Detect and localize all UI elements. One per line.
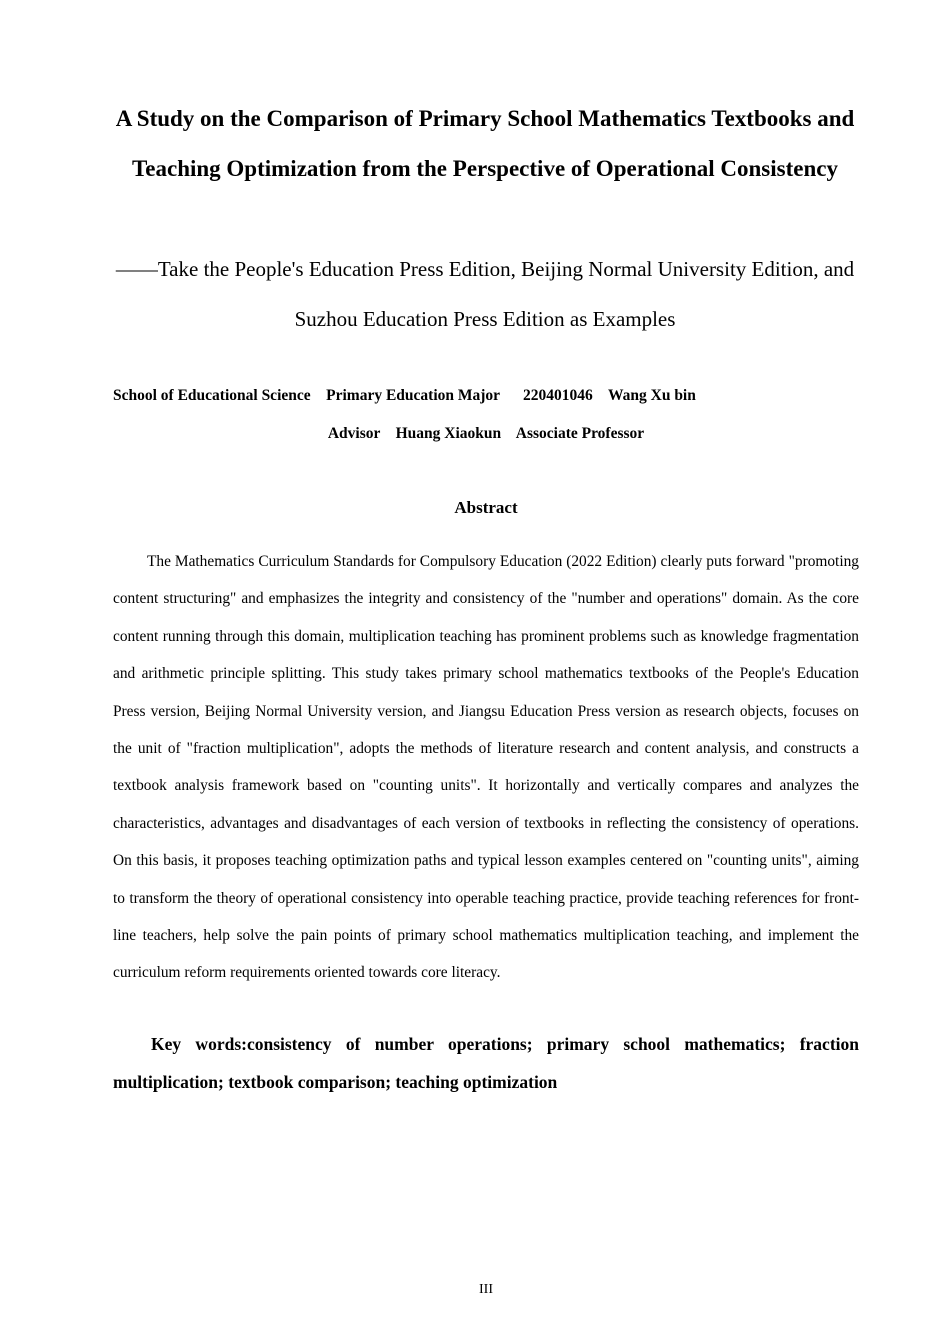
abstract-body: The Mathematics Curriculum Standards for Compulsory Education (2022 Edition) clearly puts forward "promoting content structuring" and emphasizes the integrity and consistency of the "number and operations" domain. As the core content running through this domain, multiplication teaching has prominent problems such as knowledge fragmentation and arithmetic principle splitting. This study takes primary school mathematics textbooks of the People's Education Press version, Beijing Normal University version, and Jiangsu Education Press version as research objects, focuses on the unit of "fraction multiplication", adopts the methods of literature research and content analysis, and constructs a textbook analysis framework based on "counting units". It horizontally and vertically compares and analyzes the characteristics, advantages and disadvantages of each version of textbooks in reflecting the consistency of operations. On this basis, it proposes teaching optimization paths and typical lesson examples centered on "counting units", aiming to transform the theory of operational consistency into operable teaching practice, provide teaching references for front-line teachers, help solve the pain points of primary school mathematics multiplication teaching, and implement the curriculum reform requirements oriented towards core literacy.	[113, 553, 859, 982]
page-number: III	[479, 1282, 493, 1297]
advisor-info: Advisor Huang Xiaokun Associate Professor	[327, 425, 645, 442]
paper-subtitle: ——Take the People's Education Press Edition, Beijing Normal University Edition, and Suzhou Education Press Edition as Examples	[115, 257, 855, 331]
paper-title: A Study on the Comparison of Primary School Mathematics Textbooks and Teaching Optimization from the Perspective of Operational Consistency	[115, 106, 855, 181]
abstract-heading: Abstract	[454, 498, 518, 517]
keywords: Key words:consistency of number operations; primary school mathematics; fraction multiplication; textbook comparison; teaching optimization	[113, 1034, 859, 1092]
author-info: School of Educational Science Primary Education Major 220401046 Wang Xu bin	[113, 387, 696, 404]
